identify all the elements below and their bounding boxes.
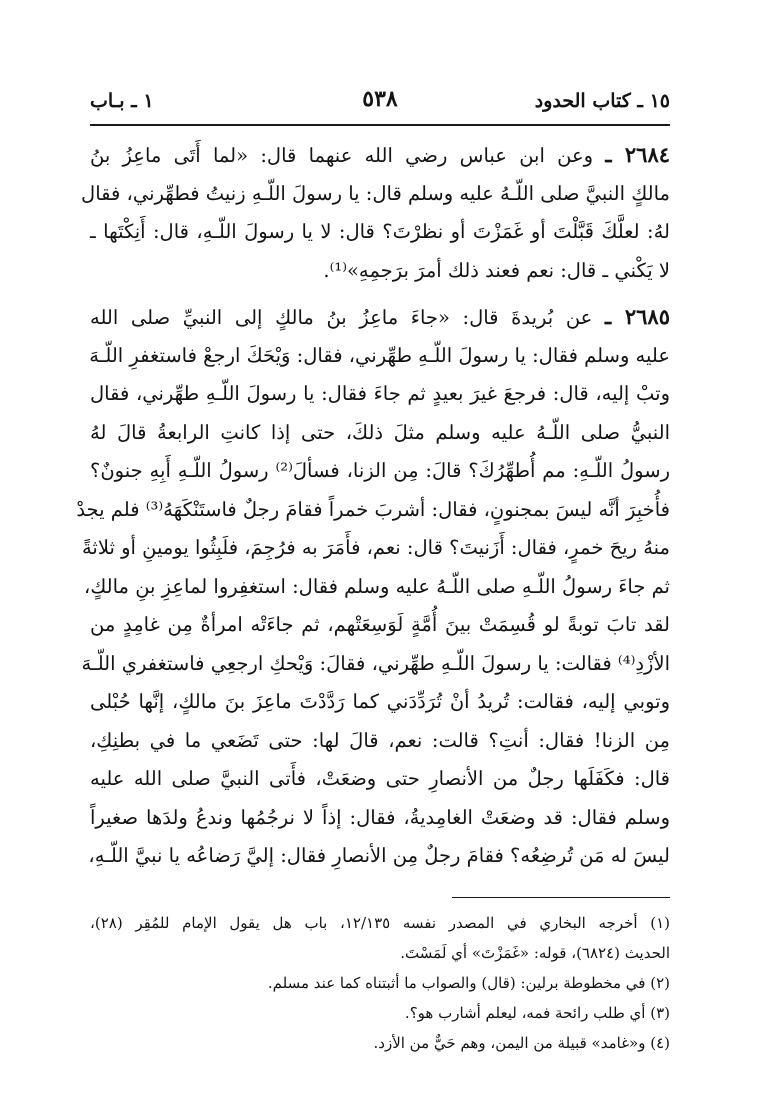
hadith-2684 <box>81 136 671 290</box>
text-line: عليه وسلم فقال: يا رسولَ اللّـهِ طهِّرني، فقال: وَيْحَكَ ارجعْ فاستغفرِ اللّـهَ <box>89 343 670 367</box>
text-line: الأزْدِ⁽⁴⁾ فقالت: يا رسولَ اللّـهِ طهِّرني، فقالَ: وَيْحكِ ارجعِي فاستغفري اللّـهَ <box>81 651 670 675</box>
text-line: ٢٦٨٥ ـ عن بُريدةَ قال: «جاءَ ماعِزُ بنُ مالكٍ إلى النبيِّ صلى الله <box>90 304 670 329</box>
text-line: وتوبي إليه، فقالت: تُريدُ أنْ تُرَدِّدَني كما رَدَّدْتَ ماعِزَ بنَ مالكٍ، إنَّها حُبْلى <box>90 690 670 713</box>
text-line: رسولُ اللّـهِ: مم أُطهِّرُكَ؟ قالَ: مِن الزنا، فسألَ⁽²⁾ رسولُ اللّـهِ أَبِهِ جنونٌ؟ <box>90 459 671 482</box>
text-line: فأُخبِرَ أنَّه ليسَ بمجنونٍ، فقال: أشربَ خمراً فقامَ رجلٌ فاستَنْكَهَهُ⁽³⁾ فلم يجدْ <box>76 497 670 521</box>
text-line: النبيُّ صلى اللّـهُ عليه وسلم مثلَ ذلكَ، حتى إذا كانتِ الرابعةُ قالَ لهُ <box>90 420 670 444</box>
text-line: ثم جاءَ رسولُ اللّـهِ صلى اللّـهُ عليه وسلم فقال: استغفِروا لماعِزِ بنِ مالكٍ، <box>83 574 670 598</box>
hadith-number: ٢٦٨٤ ـ <box>605 142 671 167</box>
hadith-number: ٢٦٨٥ ـ <box>604 304 670 329</box>
text-line: منهُ ريحَ خمرٍ، فقال: أَزَنيتَ؟ قال: نعم، فأَمَرَ به فرُجِمَ، فلَبِثُوا يومينِ أو ثلاثةً <box>81 536 670 559</box>
text-line: وسلم فقال: قد وضعَتْ الغامِديةُ، فقال: إذاً لا نرجُمُها وندعُ ولدَها صغيراً <box>90 805 670 829</box>
text-line: لا يَكْني ـ قال: نعم فعند ذلك أمرَ برَجمِهِ»⁽¹⁾. <box>323 258 670 282</box>
footnote-divider <box>452 897 670 898</box>
text-line: مالكٍ النبيَّ صلى اللّـهُ عليه وسلم قال: يا رسولَ اللّـهِ زنيتُ فطهِّرني، فقال <box>81 181 670 205</box>
page-header <box>90 86 670 122</box>
footnote-1-continued: الحديث (٦٨٢٤)، قوله: «غَمَزْتَ» أي لَمَسْتَ. <box>400 944 670 962</box>
chapter-title: ١٥ ـ كتاب الحدود <box>534 90 670 112</box>
footnote-3: (٣) أي طلب رائحة فمه، ليعلم أشارب هو؟. <box>404 1004 670 1022</box>
text-line: قال: فكَفَلَها رجلٌ من الأنصارِ حتى وضعَتْ، فأَتى النبيَّ صلى الله عليه <box>90 767 670 790</box>
page-number: ٥٣٨ <box>362 86 398 112</box>
footnote-2: (٢) في مخطوطة برلين: (قال) والصواب ما أثبتناه كما عند مسلم. <box>267 974 670 992</box>
main-text <box>76 136 671 884</box>
hadith-2685 <box>76 298 671 876</box>
text-line: لهُ: لعلَّكَ قَبَّلْتَ أو غَمَزْتَ أو نظرْتَ؟ قال: لا يا رسولَ اللّـهِ، قال: أَنِكْتَها ـ <box>90 220 670 243</box>
text-line: ليسَ له مَن تُرضِعُه؟ فقامَ رجلٌ مِن الأنصارِ فقال: إليَّ رَضاعُه يا نبيَّ اللّـهِ، <box>88 844 670 867</box>
section-title: ١ ـ بـاب <box>90 90 154 112</box>
text-line: ٢٦٨٤ ـ وعن ابن عباس رضي الله عنهما قال: «لما أَتَى ماعِزُ بنُ <box>90 142 671 167</box>
footnote-1: (١) أخرجه البخاري في المصدر نفسه ١٢/١٣٥، باب هل يقول الإمام للمُقِر (٢٨)، <box>90 914 670 932</box>
header-divider <box>90 124 670 126</box>
text-line: لقد تابَ توبةً لو قُسِمَتْ بينَ أُمَّةٍ لَوَسِعَتْهم، ثم جاءَتْه امرأةٌ مِن غامِدٍ من <box>90 613 670 636</box>
text-line: وتبْ إليه، قال: فرجعَ غيرَ بعيدٍ ثم جاءَ فقال: يا رسولَ اللّـهِ طهِّرني، فقال <box>90 382 670 405</box>
footnotes <box>90 908 670 1058</box>
footnote-4: (٤) و«غامد» قبيلة من اليمن، وهم حَيٌّ من الأزد. <box>373 1034 670 1052</box>
text-line: مِن الزنا! فقال: أنتِ؟ قالت: نعم، قالَ لها: حتى تَضَعي ما في بطنِكِ، <box>90 728 670 752</box>
